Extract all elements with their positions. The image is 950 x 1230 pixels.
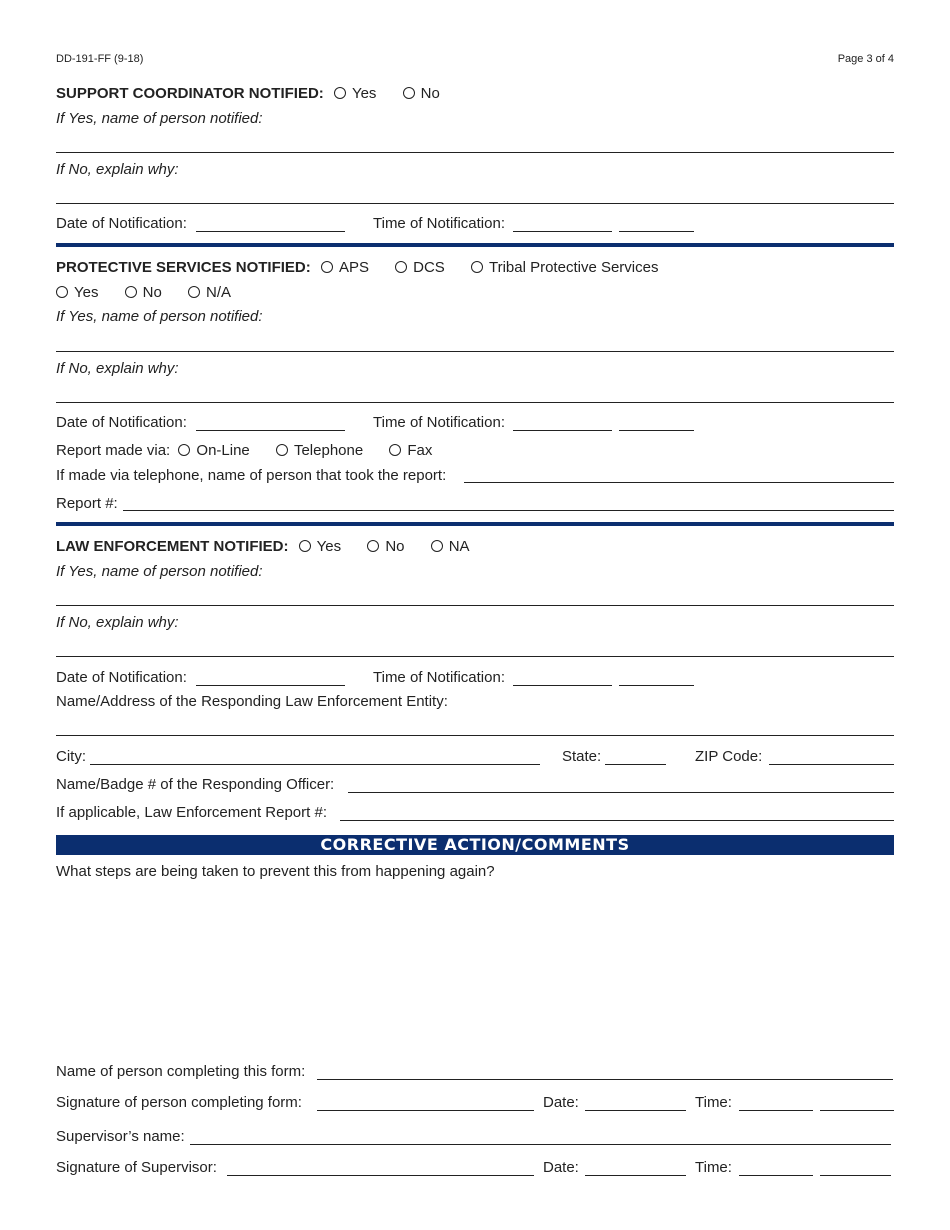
- law-report-label: If applicable, Law Enforcement Report #:: [56, 804, 327, 821]
- law-entity-label: Name/Address of the Responding Law Enforcement Entity:: [56, 693, 448, 710]
- protective-no-option[interactable]: No: [125, 284, 162, 301]
- protective-dcs-option[interactable]: DCS: [395, 259, 445, 276]
- protective-time-field[interactable]: [513, 430, 612, 431]
- protective-explain-field[interactable]: [56, 402, 894, 403]
- completer-date-field[interactable]: [585, 1110, 686, 1111]
- law-person-field[interactable]: [56, 605, 894, 606]
- completer-name-field[interactable]: [317, 1079, 893, 1080]
- city-label: City:: [56, 748, 86, 765]
- completer-ampm-field[interactable]: [820, 1110, 894, 1111]
- radio-icon[interactable]: [431, 540, 443, 552]
- supervisor-time-label: Time:: [695, 1159, 732, 1176]
- report-number-field[interactable]: [123, 510, 894, 511]
- city-field[interactable]: [90, 764, 540, 765]
- report-via-row: [56, 442, 454, 459]
- completer-date-label: Date:: [543, 1094, 579, 1111]
- via-online-option[interactable]: On-Line: [178, 442, 249, 459]
- support-time-field[interactable]: [513, 231, 612, 232]
- via-fax-option[interactable]: Fax: [389, 442, 432, 459]
- law-if-no-label: If No, explain why:: [56, 614, 179, 631]
- officer-field[interactable]: [348, 792, 894, 793]
- supervisor-name-label: Supervisor’s name:: [56, 1128, 185, 1145]
- report-number-label: Report #:: [56, 495, 118, 512]
- support-time-label: Time of Notification:: [373, 215, 505, 232]
- form-id: DD-191-FF (9-18): [56, 53, 144, 65]
- zip-field[interactable]: [769, 764, 894, 765]
- support-if-no-label: If No, explain why:: [56, 161, 179, 178]
- law-explain-field[interactable]: [56, 656, 894, 657]
- supervisor-name-field[interactable]: [190, 1144, 891, 1145]
- protective-date-field[interactable]: [196, 430, 345, 431]
- law-time-label: Time of Notification:: [373, 669, 505, 686]
- law-ampm-field[interactable]: [619, 685, 694, 686]
- law-title: LAW ENFORCEMENT NOTIFIED:: [56, 538, 289, 555]
- law-no-option[interactable]: No: [367, 538, 404, 555]
- radio-icon[interactable]: [395, 261, 407, 273]
- corrective-comments-area[interactable]: [56, 885, 894, 1050]
- page-number: Page 3 of 4: [837, 53, 894, 65]
- law-if-yes-label: If Yes, name of person notified:: [56, 563, 263, 580]
- radio-icon[interactable]: [367, 540, 379, 552]
- law-report-field[interactable]: [340, 820, 894, 821]
- law-time-field[interactable]: [513, 685, 612, 686]
- protective-title: PROTECTIVE SERVICES NOTIFIED:: [56, 259, 311, 276]
- protective-date-label: Date of Notification:: [56, 414, 187, 431]
- protective-na-option[interactable]: N/A: [188, 284, 231, 301]
- radio-icon[interactable]: [276, 444, 288, 456]
- completer-signature-label: Signature of person completing form:: [56, 1094, 302, 1111]
- protective-tribal-option[interactable]: Tribal Protective Services: [471, 259, 659, 276]
- supervisor-signature-label: Signature of Supervisor:: [56, 1159, 217, 1176]
- radio-icon[interactable]: [389, 444, 401, 456]
- state-label: State:: [562, 748, 602, 765]
- support-no-option[interactable]: No: [403, 85, 440, 102]
- via-telephone-option[interactable]: Telephone: [276, 442, 363, 459]
- zip-label: ZIP Code:: [695, 748, 763, 765]
- support-notified-row: [56, 85, 462, 102]
- telephone-person-label: If made via telephone, name of person that took the report:: [56, 467, 447, 484]
- law-date-label: Date of Notification:: [56, 669, 187, 686]
- telephone-person-field[interactable]: [464, 482, 894, 483]
- corrective-action-banner: CORRECTIVE ACTION/COMMENTS: [56, 835, 894, 855]
- state-field[interactable]: [605, 764, 666, 765]
- supervisor-time-field[interactable]: [739, 1175, 813, 1176]
- section-divider: [56, 522, 894, 526]
- completer-signature-field[interactable]: [317, 1110, 534, 1111]
- law-date-field[interactable]: [196, 685, 345, 686]
- support-date-label: Date of Notification:: [56, 215, 187, 232]
- support-title: SUPPORT COORDINATOR NOTIFIED:: [56, 85, 324, 102]
- support-person-field[interactable]: [56, 152, 894, 153]
- supervisor-date-field[interactable]: [585, 1175, 686, 1176]
- protective-notified-row: [56, 259, 680, 276]
- law-na-option[interactable]: NA: [431, 538, 470, 555]
- supervisor-ampm-field[interactable]: [820, 1175, 891, 1176]
- protective-if-yes-label: If Yes, name of person notified:: [56, 308, 263, 325]
- completer-name-label: Name of person completing this form:: [56, 1063, 306, 1080]
- radio-icon[interactable]: [125, 286, 137, 298]
- radio-icon[interactable]: [188, 286, 200, 298]
- officer-label: Name/Badge # of the Responding Officer:: [56, 776, 335, 793]
- protective-time-label: Time of Notification:: [373, 414, 505, 431]
- section-divider: [56, 243, 894, 247]
- report-via-label: Report made via:: [56, 442, 171, 459]
- law-yes-option[interactable]: Yes: [299, 538, 341, 555]
- support-date-field[interactable]: [196, 231, 345, 232]
- protective-person-field[interactable]: [56, 351, 894, 352]
- corrective-question: What steps are being taken to prevent this from happening again?: [56, 863, 495, 880]
- support-ampm-field[interactable]: [619, 231, 694, 232]
- protective-aps-option[interactable]: APS: [321, 259, 369, 276]
- support-if-yes-label: If Yes, name of person notified:: [56, 110, 263, 127]
- support-explain-field[interactable]: [56, 203, 894, 204]
- radio-icon[interactable]: [321, 261, 333, 273]
- law-notified-row: [56, 538, 492, 555]
- radio-icon[interactable]: [403, 87, 415, 99]
- radio-icon[interactable]: [299, 540, 311, 552]
- protective-yes-no-row: [56, 284, 253, 301]
- radio-icon[interactable]: [471, 261, 483, 273]
- supervisor-date-label: Date:: [543, 1159, 579, 1176]
- support-yes-option[interactable]: Yes: [334, 85, 376, 102]
- radio-icon[interactable]: [334, 87, 346, 99]
- radio-icon[interactable]: [178, 444, 190, 456]
- completer-time-field[interactable]: [739, 1110, 813, 1111]
- completer-time-label: Time:: [695, 1094, 732, 1111]
- law-entity-field[interactable]: [56, 735, 894, 736]
- protective-if-no-label: If No, explain why:: [56, 360, 179, 377]
- radio-icon[interactable]: [56, 286, 68, 298]
- protective-ampm-field[interactable]: [619, 430, 694, 431]
- protective-yes-option[interactable]: Yes: [56, 284, 98, 301]
- supervisor-signature-field[interactable]: [227, 1175, 534, 1176]
